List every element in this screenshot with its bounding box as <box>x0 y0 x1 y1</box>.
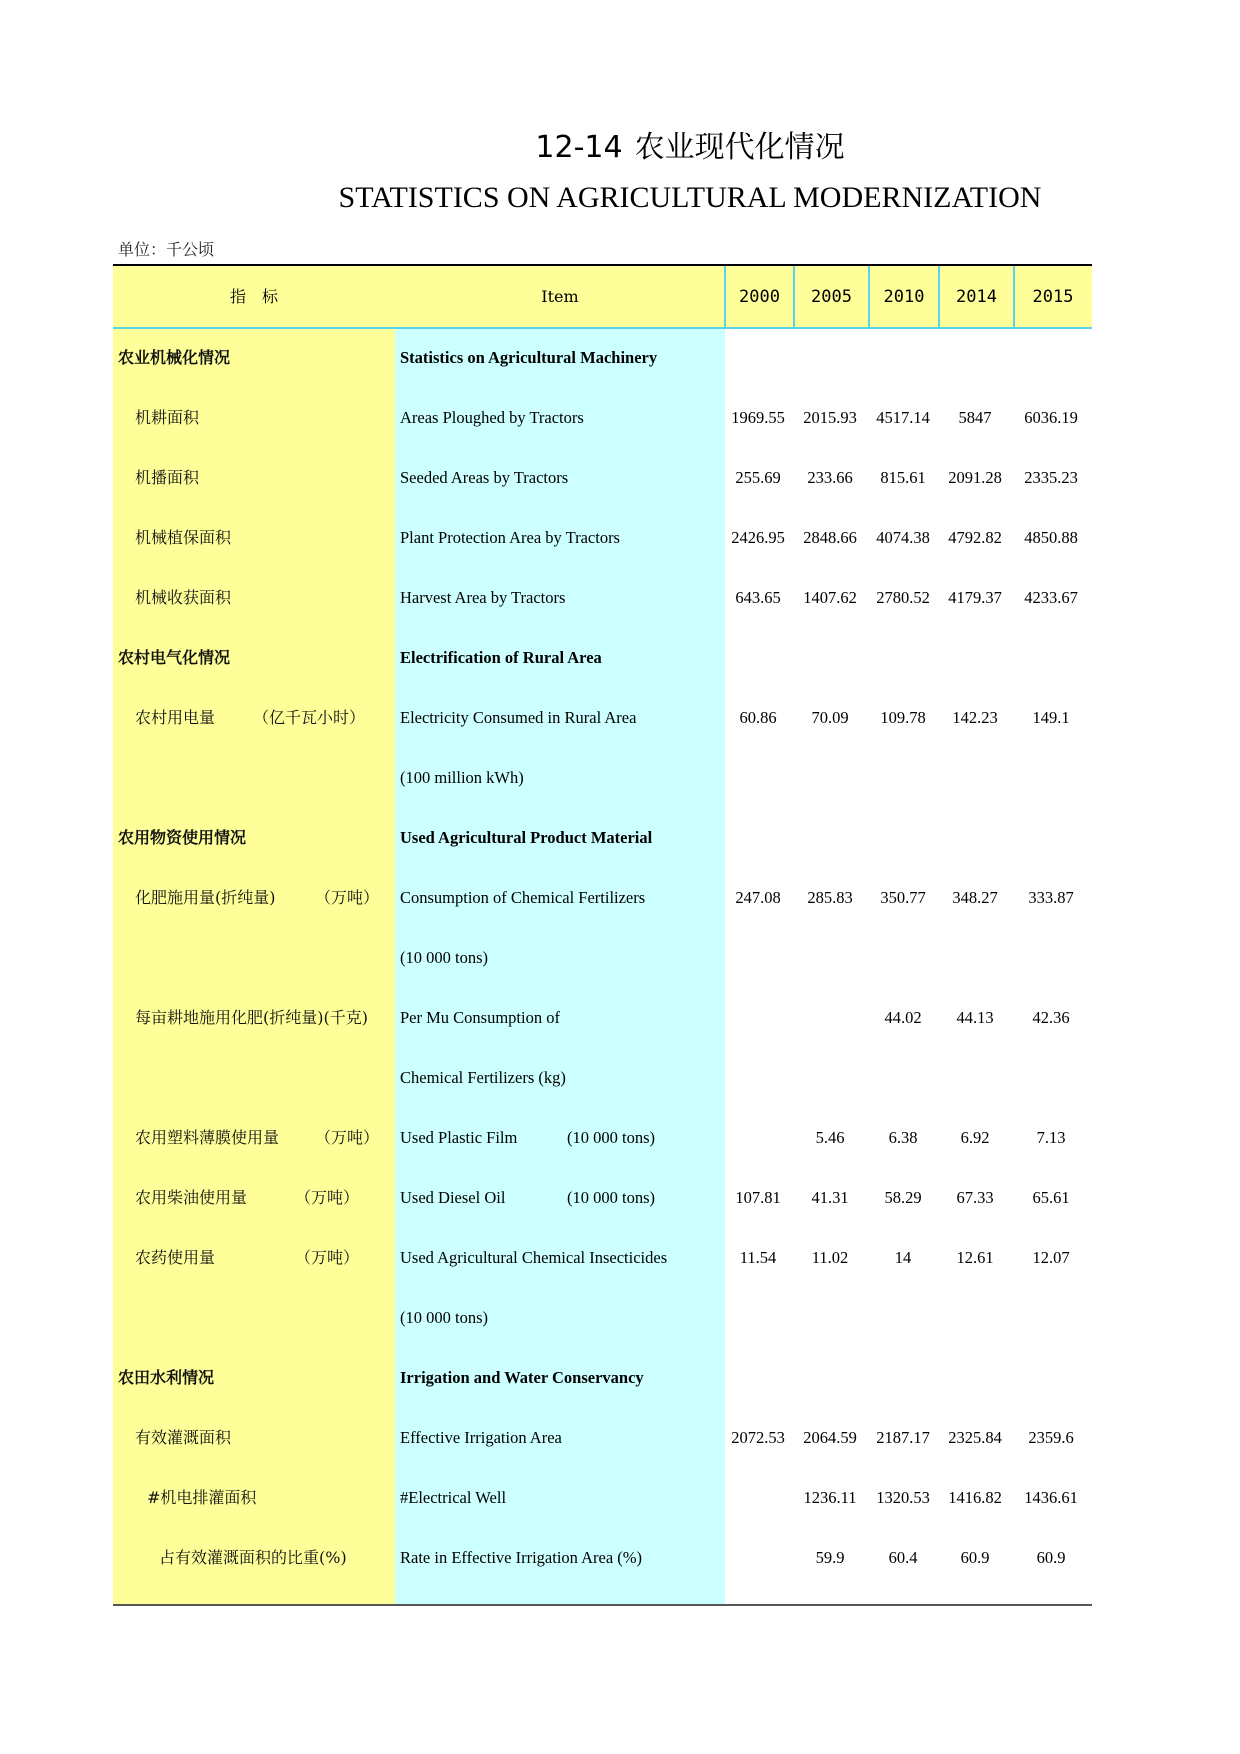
item-en <box>400 568 722 628</box>
table-row <box>113 988 1092 1048</box>
value-cell-2015: 2359.6 <box>1028 1428 1074 1447</box>
section-row <box>113 1348 1092 1408</box>
indicator-cn <box>135 448 410 508</box>
item-en-text: Per Mu Consumption of <box>400 1008 560 1027</box>
item-en <box>400 1408 722 1468</box>
value-cell-2000: 247.08 <box>735 888 781 907</box>
item-en <box>400 448 722 508</box>
item-en <box>400 1468 722 1528</box>
value-cell-2015: 4850.88 <box>1024 528 1078 547</box>
value-cell-2005: 1407.62 <box>803 588 857 607</box>
item-en-text: Electricity Consumed in Rural Area <box>400 708 637 727</box>
value-cell-2015: 333.87 <box>1028 888 1074 907</box>
value-cell-2010: 2187.17 <box>876 1428 930 1447</box>
item-en <box>400 1528 722 1588</box>
header-year: 2000 <box>739 287 780 307</box>
value-cell-2010: 14 <box>894 1248 912 1267</box>
item-en <box>400 1288 722 1348</box>
table-row <box>113 1468 1092 1528</box>
section-row <box>113 628 1092 688</box>
item-en <box>400 628 722 688</box>
value-cell-2005: 233.66 <box>807 468 853 487</box>
table-row <box>113 1108 1092 1168</box>
header-year: 2015 <box>1032 287 1074 307</box>
header-item: Item <box>541 287 579 306</box>
item-en <box>400 1048 722 1108</box>
table-row <box>113 388 1092 448</box>
value-cell-2010: 815.61 <box>880 468 926 487</box>
item-en <box>400 808 722 868</box>
item-en-text: Used Plastic Film <box>400 1128 518 1147</box>
value-cell-2005: 59.9 <box>815 1548 845 1567</box>
item-en-text: Seeded Areas by Tractors <box>400 468 569 487</box>
item-en-text: Chemical Fertilizers (kg) <box>400 1068 566 1087</box>
table-row <box>113 508 1092 568</box>
table-row <box>113 1528 1092 1588</box>
value-cell-2000: 643.65 <box>735 588 781 607</box>
item-en-text: #Electrical Well <box>400 1488 507 1507</box>
item-en-unit: (10 000 tons) <box>567 1128 655 1147</box>
value-cell-2014: 60.9 <box>960 1548 990 1567</box>
indicator-cn <box>135 388 410 448</box>
indicator-cn <box>118 1348 393 1408</box>
indicator-cn <box>118 808 393 868</box>
value-cell-2014: 67.33 <box>956 1188 994 1207</box>
value-cell-2000: 255.69 <box>735 468 781 487</box>
indicator-cn-text: 农村电气化情况 <box>118 648 231 667</box>
indicator-cn <box>118 1288 393 1348</box>
value-cell-2000: 2426.95 <box>731 528 785 547</box>
item-en-text: Used Agricultural Chemical Insecticides <box>400 1248 668 1267</box>
value-cell-2005: 1236.11 <box>803 1488 857 1507</box>
indicator-cn-text: 农用物资使用情况 <box>118 828 247 847</box>
value-cell-2005: 285.83 <box>807 888 853 907</box>
indicator-cn-text: 机播面积 <box>135 468 200 487</box>
indicator-cn <box>135 1168 410 1228</box>
indicator-cn <box>135 568 410 628</box>
item-en <box>400 868 722 928</box>
value-cell-2005 <box>793 988 867 1048</box>
value-cell-2015: 60.9 <box>1036 1548 1066 1567</box>
value-cell-2010: 6.38 <box>888 1128 918 1147</box>
table-row <box>113 928 1092 988</box>
item-en <box>400 988 722 1048</box>
value-cell-2005: 41.31 <box>811 1188 849 1207</box>
indicator-cn-text: 农用塑料薄膜使用量 <box>135 1128 280 1147</box>
item-en <box>400 688 722 748</box>
item-en <box>400 1228 722 1288</box>
item-en-text: Consumption of Chemical Fertilizers <box>400 888 646 907</box>
item-en <box>400 1108 722 1168</box>
value-cell-2015: 2335.23 <box>1024 468 1078 487</box>
indicator-cn-text: 化肥施用量(折纯量) <box>135 888 276 907</box>
value-cell-2005: 2064.59 <box>803 1428 857 1447</box>
value-cell-2000: 60.86 <box>739 708 777 727</box>
item-en-text: Used Agricultural Product Material <box>400 828 653 847</box>
item-en-text: Plant Protection Area by Tractors <box>400 528 620 547</box>
value-cell-2015: 1436.61 <box>1024 1488 1078 1507</box>
indicator-cn-text: 农业机械化情况 <box>118 348 231 367</box>
indicator-cn-text: 农田水利情况 <box>118 1368 215 1387</box>
item-en-text: Statistics on Agricultural Machinery <box>400 348 658 367</box>
header-year: 2010 <box>883 287 925 307</box>
table-row <box>113 1408 1092 1468</box>
value-cell-2015: 6036.19 <box>1024 408 1078 427</box>
value-cell-2000: 2072.53 <box>731 1428 785 1447</box>
value-cell-2015: 4233.67 <box>1024 588 1078 607</box>
table-row <box>113 1168 1092 1228</box>
indicator-cn-text: 农村用电量 <box>135 708 216 727</box>
title-cn-text: 农业现代化情况 <box>634 130 845 165</box>
value-cell-2010: 1320.53 <box>876 1488 930 1507</box>
value-cell-2014: 4179.37 <box>948 588 1002 607</box>
value-cell-2015: 7.13 <box>1036 1128 1066 1147</box>
table-row <box>113 688 1092 748</box>
indicator-cn <box>118 928 393 988</box>
indicator-cn-text: 每亩耕地施用化肥(折纯量)(千克) <box>135 1008 368 1027</box>
table-row <box>113 748 1092 808</box>
indicator-cn-text: 农药使用量 <box>135 1248 216 1267</box>
indicator-cn-unit: （万吨） <box>295 1188 360 1207</box>
table-row <box>113 1228 1092 1288</box>
indicator-cn <box>159 1528 434 1588</box>
value-cell-2014: 4792.82 <box>948 528 1002 547</box>
section-row <box>113 328 1092 388</box>
item-en-unit: (10 000 tons) <box>567 1188 655 1207</box>
item-en-text: Effective Irrigation Area <box>400 1428 562 1447</box>
value-cell-2000 <box>724 1528 792 1588</box>
indicator-cn-text: 机械植保面积 <box>135 528 232 547</box>
indicator-cn <box>118 328 393 388</box>
value-cell-2010: 60.4 <box>888 1548 918 1567</box>
value-cell-2014: 6.92 <box>960 1128 990 1147</box>
header-indicator: 指 标 <box>229 287 278 306</box>
indicator-cn-text: 农用柴油使用量 <box>135 1188 248 1207</box>
value-cell-2000 <box>724 988 792 1048</box>
item-en-text: (10 000 tons) <box>400 1308 488 1327</box>
indicator-cn <box>118 628 393 688</box>
indicator-cn <box>135 508 410 568</box>
item-en <box>400 328 722 388</box>
item-en-text: Rate in Effective Irrigation Area (%) <box>400 1548 643 1567</box>
header-year: 2014 <box>956 287 997 307</box>
indicator-cn <box>135 1408 410 1468</box>
indicator-cn-unit: （万吨） <box>315 1128 380 1147</box>
indicator-cn-text: #机电排灌面积 <box>147 1488 257 1507</box>
indicator-cn <box>135 1008 405 1028</box>
statistics-table <box>113 264 1092 1606</box>
value-cell-2014: 1416.82 <box>948 1488 1002 1507</box>
value-cell-2000 <box>724 1108 792 1168</box>
header-year: 2005 <box>811 287 852 307</box>
indicator-cn <box>118 748 393 808</box>
indicator-cn-text: 有效灌溉面积 <box>135 1428 232 1447</box>
value-cell-2014: 142.23 <box>952 708 998 727</box>
value-cell-2010: 44.02 <box>884 1008 922 1027</box>
table-number: 12-14 <box>535 130 623 165</box>
value-cell-2015: 42.36 <box>1032 1008 1070 1027</box>
value-cell-2010: 109.78 <box>880 708 926 727</box>
item-en-text: Electrification of Rural Area <box>400 648 602 667</box>
value-cell-2010: 4074.38 <box>876 528 930 547</box>
item-en-text: Harvest Area by Tractors <box>400 588 566 607</box>
table-row <box>113 1288 1092 1348</box>
item-en-text: Irrigation and Water Conservancy <box>400 1368 644 1387</box>
section-row <box>113 808 1092 868</box>
value-cell-2015: 12.07 <box>1032 1248 1070 1267</box>
value-cell-2005: 70.09 <box>811 708 849 727</box>
value-cell-2014: 5847 <box>958 408 992 427</box>
value-cell-2014: 44.13 <box>956 1008 994 1027</box>
item-en-text: (100 million kWh) <box>400 768 524 787</box>
item-en <box>400 928 722 988</box>
item-en-text: (10 000 tons) <box>400 948 488 967</box>
indicator-cn <box>147 1468 422 1528</box>
item-en <box>400 508 722 568</box>
value-cell-2000: 11.54 <box>739 1248 777 1267</box>
value-cell-2000: 1969.55 <box>731 408 785 427</box>
table-row <box>113 568 1092 628</box>
table-row <box>113 868 1092 928</box>
item-en-text: Areas Ploughed by Tractors <box>400 408 584 427</box>
indicator-cn <box>135 688 410 748</box>
table-row <box>113 448 1092 508</box>
item-en-text: Used Diesel Oil <box>400 1188 506 1207</box>
indicator-cn <box>135 868 410 928</box>
value-cell-2014: 12.61 <box>956 1248 994 1267</box>
value-cell-2005: 5.46 <box>815 1128 845 1147</box>
value-cell-2000 <box>724 1468 792 1528</box>
value-cell-2015: 65.61 <box>1032 1188 1070 1207</box>
indicator-cn-text: 机耕面积 <box>135 408 200 427</box>
indicator-cn-text: 占有效灌溉面积的比重(%) <box>159 1548 347 1567</box>
table-row <box>113 1048 1092 1108</box>
indicator-cn <box>135 1228 410 1288</box>
value-cell-2000: 107.81 <box>735 1188 781 1207</box>
item-en <box>400 388 722 448</box>
value-cell-2005: 2015.93 <box>803 408 857 427</box>
indicator-cn-unit: （万吨） <box>295 1248 360 1267</box>
indicator-cn <box>118 1048 393 1108</box>
indicator-cn <box>135 1108 410 1168</box>
page-title-cn <box>0 128 1240 168</box>
indicator-cn-text: 机械收获面积 <box>135 588 232 607</box>
value-cell-2014: 2091.28 <box>948 468 1002 487</box>
value-cell-2010: 350.77 <box>880 888 926 907</box>
value-cell-2010: 2780.52 <box>876 588 930 607</box>
value-cell-2015: 149.1 <box>1032 708 1070 727</box>
item-en <box>400 1168 722 1228</box>
item-en <box>400 748 722 808</box>
indicator-cn-unit: （万吨） <box>315 888 380 907</box>
value-cell-2005: 2848.66 <box>803 528 857 547</box>
page-title-en: STATISTICS ON AGRICULTURAL MODERNIZATION <box>338 181 1042 214</box>
value-cell-2014: 348.27 <box>952 888 998 907</box>
value-cell-2010: 4517.14 <box>876 408 930 427</box>
value-cell-2010: 58.29 <box>884 1188 922 1207</box>
value-cell-2014: 2325.84 <box>948 1428 1002 1447</box>
unit-label: 单位：千公顷 <box>118 240 215 259</box>
item-en <box>400 1348 722 1408</box>
indicator-cn-unit: （亿千瓦小时） <box>253 708 366 727</box>
value-cell-2005: 11.02 <box>811 1248 849 1267</box>
